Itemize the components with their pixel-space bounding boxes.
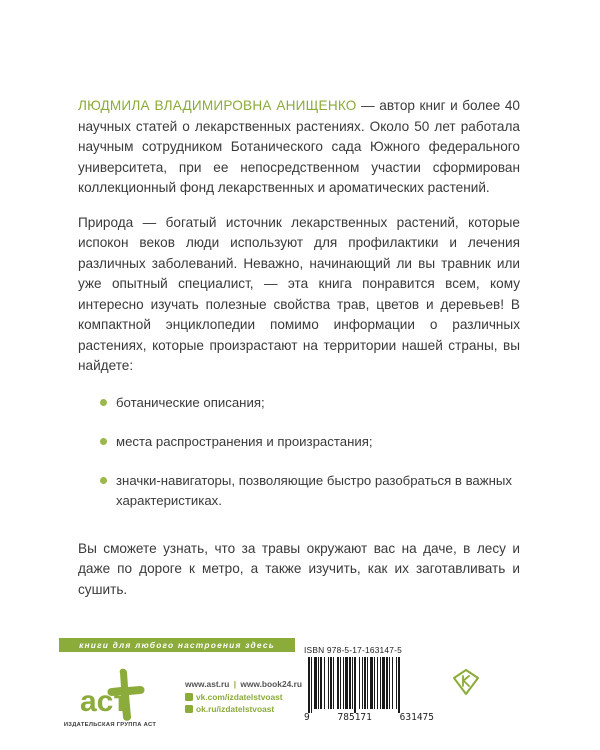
website-row xyxy=(185,678,302,691)
barcode-bar xyxy=(367,657,368,709)
barcode-number xyxy=(304,712,434,723)
list-item: ботанические описания; xyxy=(100,393,520,413)
barcode-bar xyxy=(364,657,366,709)
barcode-bar xyxy=(352,657,353,709)
barcode-bar xyxy=(308,657,310,713)
vk-link[interactable]: vk.com/izdatelstvoast xyxy=(196,691,283,702)
vk-icon xyxy=(185,693,193,701)
barcode-bar xyxy=(382,657,385,709)
author-bio-text: — автор книг и более 40 научных статей о лекарственных растениях. Около 50 лет работала научным сотрудником Ботанического сада Южного федерального университета, при ее непосредственном участии сформирован коллекционный фонд лекарственных и ароматических растений. xyxy=(78,98,520,195)
bullet-icon xyxy=(100,399,107,406)
publisher-logo xyxy=(60,665,160,725)
link-separator: | xyxy=(233,679,237,689)
slogan-banner: книги для любого настроения здесь xyxy=(59,638,295,652)
barcode-bar xyxy=(311,657,312,713)
barcode-bar xyxy=(359,657,360,709)
barcode-bar xyxy=(370,657,373,709)
barcode-bar xyxy=(349,657,351,709)
barcode-bar xyxy=(333,657,334,709)
author-bio xyxy=(78,96,520,199)
barcode-bar xyxy=(320,657,322,709)
diamond-logo-icon xyxy=(452,668,480,696)
barcode-bar xyxy=(345,657,348,709)
list-item: места распространения и произрастания; xyxy=(100,432,520,452)
barcode-bar xyxy=(318,657,319,709)
ok-row xyxy=(185,703,302,716)
barcode-bar xyxy=(386,657,388,709)
barcode-bar xyxy=(314,657,317,709)
publisher-caption: ИЗДАТЕЛЬСКАЯ ГРУППА АСТ xyxy=(63,722,157,728)
barcode-bar xyxy=(343,657,344,709)
ok-icon xyxy=(185,705,193,713)
website-link-ast[interactable]: www.ast.ru xyxy=(185,679,230,689)
barcode-bar xyxy=(380,657,381,709)
author-name: ЛЮДМИЛА ВЛАДИМИРОВНА АНИЩЕНКО xyxy=(78,98,357,113)
list-item: значки-навигаторы, позволяющие быстро разобраться в важных характеристиках. xyxy=(100,471,520,511)
isbn-label: ISBN 978-5-17-163147-5 xyxy=(304,645,402,655)
barcode-bar xyxy=(340,657,341,709)
bullet-icon xyxy=(100,477,107,484)
barcode-bar xyxy=(377,657,378,709)
barcode-bar xyxy=(396,657,397,709)
barcode-bar xyxy=(362,657,363,709)
barcode-digit-group: 785171 xyxy=(337,712,372,723)
barcode-bar xyxy=(330,657,332,709)
closing-paragraph: Вы сможете узнать, что за травы окружают вас на даче, в лесу и даже по дороге к метро, а также изучить, как их заготавливать и сушить. xyxy=(78,540,520,597)
website-link-book24[interactable]: www.book24.ru xyxy=(240,679,302,689)
barcode-icon xyxy=(304,657,434,713)
bullet-icon xyxy=(100,438,107,445)
barcode-bar xyxy=(337,657,339,709)
vk-row xyxy=(185,691,302,704)
barcode-bar xyxy=(354,657,356,713)
barcode-bar xyxy=(392,657,393,709)
feature-list xyxy=(78,393,520,511)
publisher-links xyxy=(185,678,302,716)
barcode-bar xyxy=(398,657,400,713)
back-cover-text xyxy=(78,96,520,600)
barcode-bar xyxy=(328,657,329,709)
barcode-digit-group: 9 xyxy=(304,712,310,723)
description-paragraph: Природа — богатый источник лекарственных растений, которые испокон веков люди используют для профилактики и лечения различных заболеваний. Неважно, начинающий ли вы травник или уже опытный специалист, — эта книга понравится всем, кому интересно изучать полезные свойства трав, цветов и деревьев! В компактной энциклопедии помимо информации о различных растениях, которые произрастают на территории нашей страны, вы найдете: xyxy=(78,214,520,373)
barcode-digit-group: 631475 xyxy=(399,712,434,723)
publisher-logo-text: аст xyxy=(80,685,129,718)
barcode-bar xyxy=(324,657,325,709)
barcode-bar xyxy=(389,657,390,709)
ok-link[interactable]: ok.ru/izdatelstvoast xyxy=(196,704,275,714)
barcode-bar xyxy=(374,657,375,709)
